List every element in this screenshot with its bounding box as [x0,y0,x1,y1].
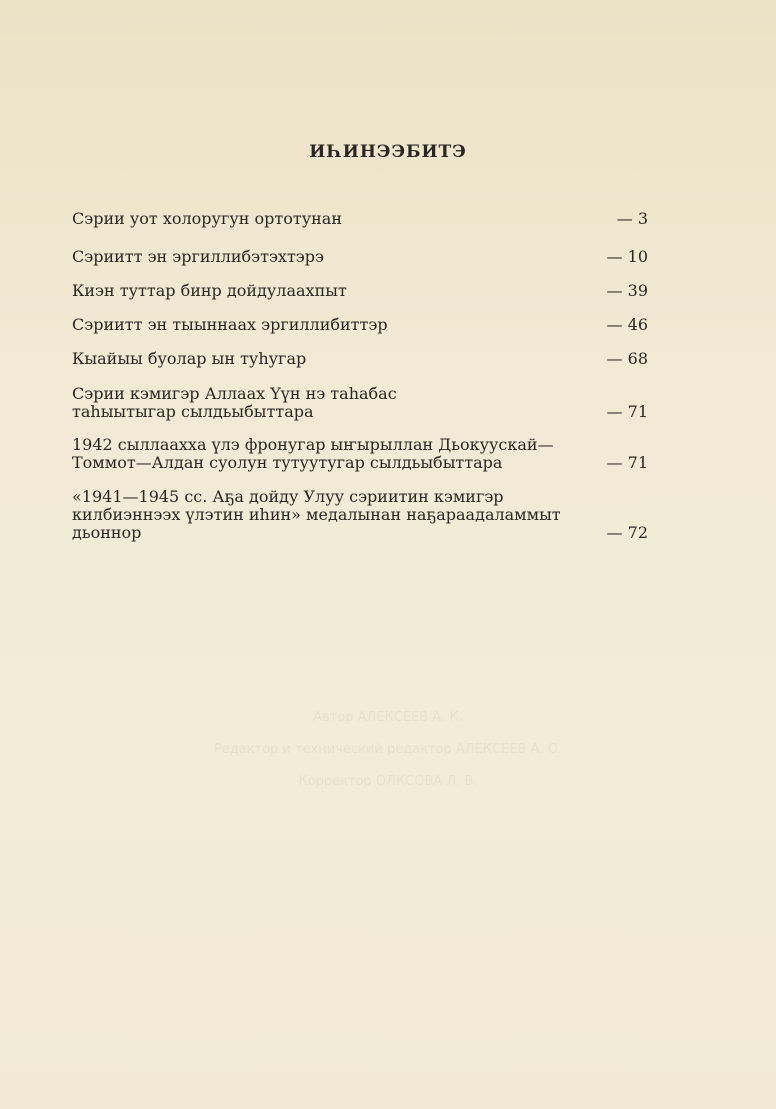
toc-entry-page: — 46 [606,315,648,334]
imprint-line-corrector: Корректор ОЛКСОВА Л. В. [298,774,478,789]
toc-entry-title: Сэрии кэмигэр Аллаах Үүн нэ таһабас таһыытыгар сылдьыбыттара [72,384,397,421]
toc-entry-page: — 68 [606,349,648,368]
toc-entry [72,210,648,228]
toc-entry [72,248,648,266]
toc-entry-page: — 71 [606,402,648,421]
imprint-line-author: Автор АЛЕКСЕЕВ А. К. [313,710,463,725]
toc-entry-title: Сэрии уот холоругун ортотунан [72,209,342,228]
toc-entry-page: — 10 [606,247,648,266]
toc-entry [72,385,648,421]
toc-entry-title: 1942 сыллаахха үлэ фронугар ыҥырыллан Дьокуускай— Томмот—Алдан суолун тутуутугар сылдьыбыттара [72,435,554,472]
imprint-line-editor: Редактор и технический редактор АЛЕКСЕЕВ А. О. [213,742,563,757]
toc-entry-page: — 71 [606,453,648,472]
toc-entry-title: Сэриитт эн эргиллибэтэхтэрэ [72,247,324,266]
toc-entry [72,282,648,300]
toc-entry-page: — 39 [606,281,648,300]
toc-entry [72,488,648,542]
toc-entry [72,350,648,368]
toc-entry-title: Киэн туттар бинр дойдулаахпыт [72,281,347,300]
faded-imprint [0,702,776,798]
toc-entry-title: Кыайыы буолар ын туһугар [72,349,307,368]
toc-entry-page: — 3 [616,209,648,228]
toc-entry-title: «1941—1945 сс. Аҕа дойду Улуу сэриитин кэмигэр килбиэннээх үлэтин иһин» медалынан наҕараадаламмыт дьоннор [72,487,561,542]
toc-entry-title: Сэриитт эн тыыннаах эргиллибиттэр [72,315,388,334]
toc-entry [72,436,648,472]
toc-entry [72,316,648,334]
page-title: ИҺИНЭЭБИТЭ [309,142,467,162]
toc-entry-page: — 72 [606,523,648,542]
